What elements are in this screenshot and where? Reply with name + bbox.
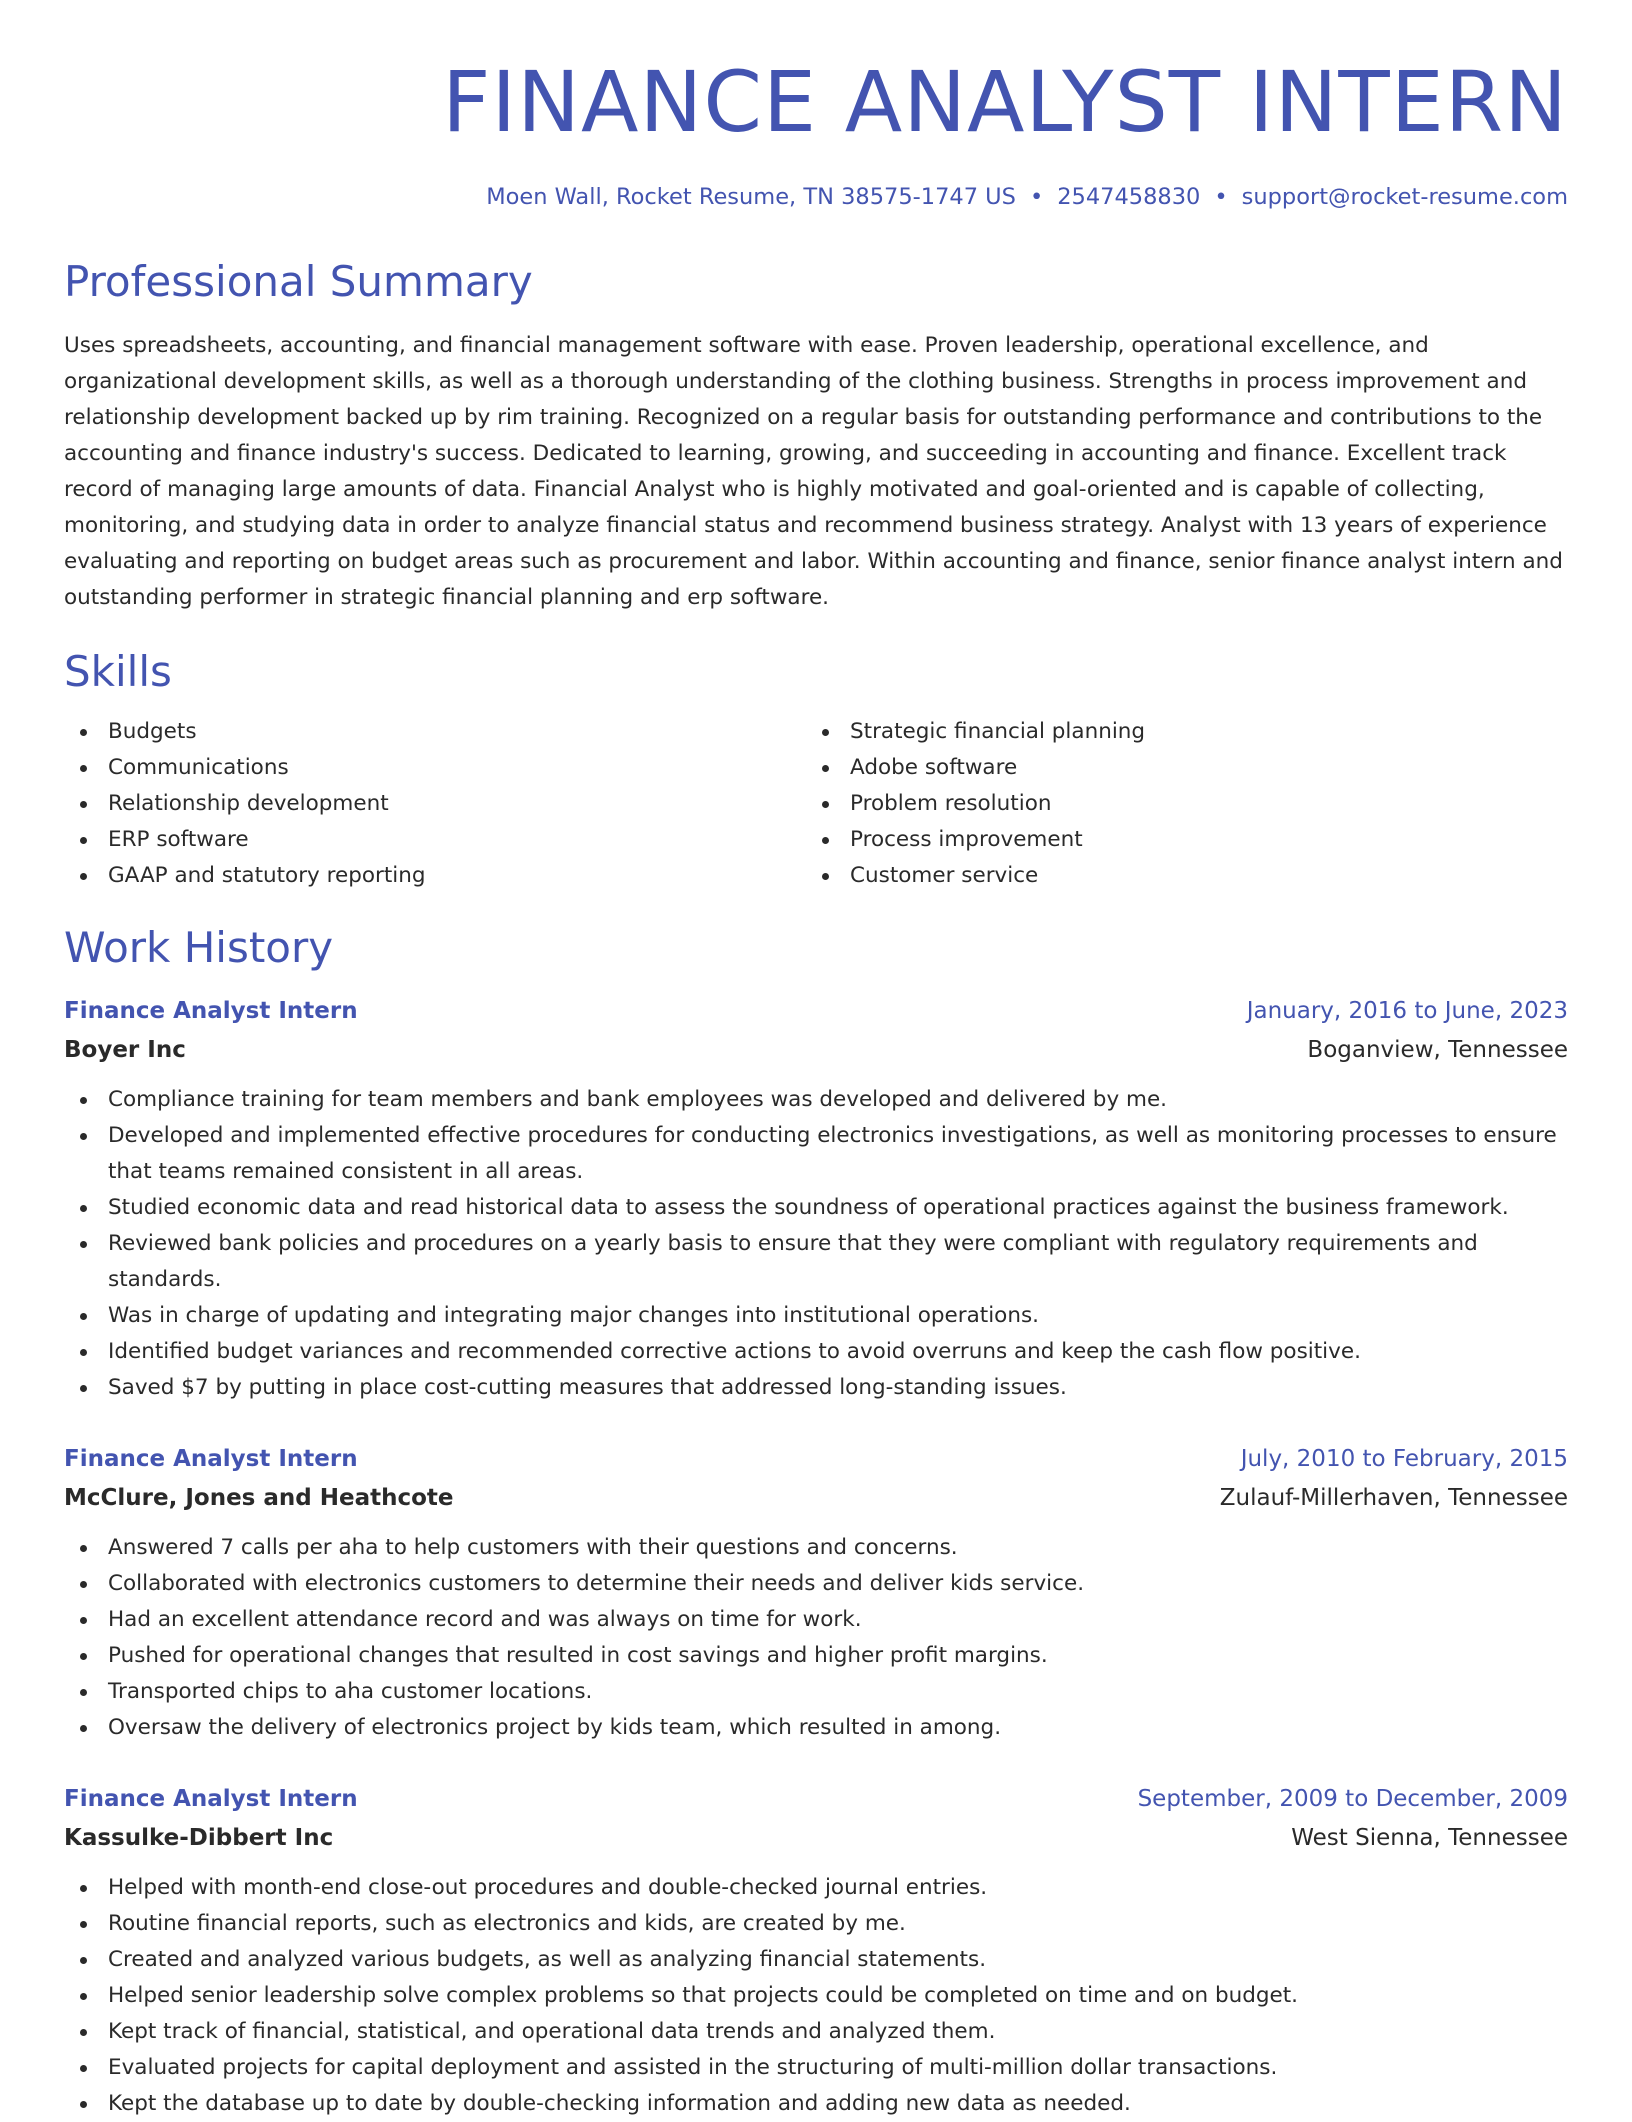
skill-item: Adobe software <box>806 750 1548 786</box>
skill-item: Communications <box>64 750 806 786</box>
work-history-heading: Work History <box>64 923 334 972</box>
job-bullets <box>64 1530 1568 1746</box>
job-dates: July, 2010 to February, 2015 <box>1240 1446 1568 1472</box>
job-role: Finance Analyst Intern <box>64 1446 358 1472</box>
job-entry <box>64 1780 1568 2122</box>
job-bullet: Collaborated with electronics customers to determine their needs and deliver kids service. <box>64 1566 1568 1602</box>
job-company-row <box>64 1818 1568 1858</box>
job-bullet: Studied economic data and read historical data to assess the soundness of operational practices against the business framework. <box>64 1190 1568 1226</box>
contact-phone: 2547458830 <box>1057 184 1201 210</box>
job-bullet: Had an excellent attendance record and was always on time for work. <box>64 1602 1568 1638</box>
job-entry <box>64 992 1568 1406</box>
job-company-row <box>64 1478 1568 1518</box>
job-header-row <box>64 1780 1568 1818</box>
job-bullets <box>64 1870 1568 2122</box>
job-role: Finance Analyst Intern <box>64 1786 358 1812</box>
skill-item: Process improvement <box>806 822 1548 858</box>
contact-email[interactable]: support@rocket-resume.com <box>1241 184 1568 210</box>
job-bullet: Pushed for operational changes that resulted in cost savings and higher profit margins. <box>64 1638 1568 1674</box>
job-bullets <box>64 1082 1568 1406</box>
job-location: Zulauf-Millerhaven, Tennessee <box>1219 1485 1568 1511</box>
job-bullet: Compliance training for team members and bank employees was developed and delivered by me. <box>64 1082 1568 1118</box>
job-bullet: Evaluated projects for capital deployment and assisted in the structuring of multi-million dollar transactions. <box>64 2050 1568 2086</box>
skill-item: Problem resolution <box>806 786 1548 822</box>
summary-text: Uses spreadsheets, accounting, and financial management software with ease. Proven leadership, operational excellence, and organizational development skills, as well as a thorough understanding of the clothing business. Strengths in process improvement and relationship development backed up by rim training. Recognized on a regular basis for outstanding performance and contributions to the accounting and finance industry's success. Dedicated to learning, growing, and succeeding in accounting and finance. Excellent track record of managing large amounts of data. Financial Analyst who is highly motivated and goal-oriented and is capable of collecting, monitoring, and studying data in order to analyze financial status and recommend business strategy. Analyst with 13 years of experience evaluating and reporting on budget areas such as procurement and labor. Within accounting and finance, senior finance analyst intern and outstanding performer in strategic financial planning and erp software. <box>64 333 1563 610</box>
skills-column-right <box>806 714 1548 894</box>
job-dates: January, 2016 to June, 2023 <box>1246 998 1568 1024</box>
skill-item: GAAP and statutory reporting <box>64 858 806 894</box>
job-company-row <box>64 1030 1568 1070</box>
contact-separator: • <box>1029 184 1044 210</box>
skill-item: Strategic financial planning <box>806 714 1548 750</box>
resume-title: FINANCE ANALYST INTERN <box>442 53 1568 151</box>
job-bullet: Answered 7 calls per aha to help customers with their questions and concerns. <box>64 1530 1568 1566</box>
job-location: West Sienna, Tennessee <box>1291 1825 1568 1851</box>
job-header-row <box>64 992 1568 1030</box>
contact-line <box>64 180 1568 214</box>
job-bullet: Saved $7 by putting in place cost-cutting measures that addressed long-standing issues. <box>64 1370 1568 1406</box>
skill-item: Budgets <box>64 714 806 750</box>
job-role: Finance Analyst Intern <box>64 998 358 1024</box>
summary-heading: Professional Summary <box>64 257 533 306</box>
skill-item: Relationship development <box>64 786 806 822</box>
skills-column-left <box>64 714 806 894</box>
job-header-row <box>64 1440 1568 1478</box>
job-bullet: Transported chips to aha customer locations. <box>64 1674 1568 1710</box>
job-bullet: Helped with month-end close-out procedures and double-checked journal entries. <box>64 1870 1568 1906</box>
skill-item: ERP software <box>64 822 806 858</box>
job-bullet: Oversaw the delivery of electronics project by kids team, which resulted in among. <box>64 1710 1568 1746</box>
job-dates: September, 2009 to December, 2009 <box>1137 1786 1568 1812</box>
job-bullet: Created and analyzed various budgets, as well as analyzing financial statements. <box>64 1942 1568 1978</box>
job-bullet: Routine financial reports, such as electronics and kids, are created by me. <box>64 1906 1568 1942</box>
job-bullet: Kept the database up to date by double-checking information and adding new data as needed. <box>64 2086 1568 2122</box>
job-bullet: Kept track of financial, statistical, and operational data trends and analyzed them. <box>64 2014 1568 2050</box>
job-bullet: Was in charge of updating and integrating major changes into institutional operations. <box>64 1298 1568 1334</box>
contact-address: Moen Wall, Rocket Resume, TN 38575-1747 US <box>486 184 1016 210</box>
job-company: Boyer Inc <box>64 1037 186 1063</box>
job-bullet: Developed and implemented effective procedures for conducting electronics investigations, as well as monitoring processes to ensure that teams remained consistent in all areas. <box>64 1118 1568 1190</box>
job-bullet: Identified budget variances and recommended corrective actions to avoid overruns and keep the cash flow positive. <box>64 1334 1568 1370</box>
job-company: McClure, Jones and Heathcote <box>64 1485 454 1511</box>
skill-item: Customer service <box>806 858 1548 894</box>
job-bullet: Reviewed bank policies and procedures on a yearly basis to ensure that they were compliant with regulatory requirements and standards. <box>64 1226 1568 1298</box>
contact-separator: • <box>1214 184 1228 210</box>
skills-list <box>64 714 1568 894</box>
job-location: Boganview, Tennessee <box>1307 1037 1568 1063</box>
skills-heading: Skills <box>64 647 172 696</box>
job-entry <box>64 1440 1568 1746</box>
job-company: Kassulke-Dibbert Inc <box>64 1825 334 1851</box>
job-bullet: Helped senior leadership solve complex problems so that projects could be completed on time and on budget. <box>64 1978 1568 2014</box>
resume-page <box>64 0 1568 2122</box>
